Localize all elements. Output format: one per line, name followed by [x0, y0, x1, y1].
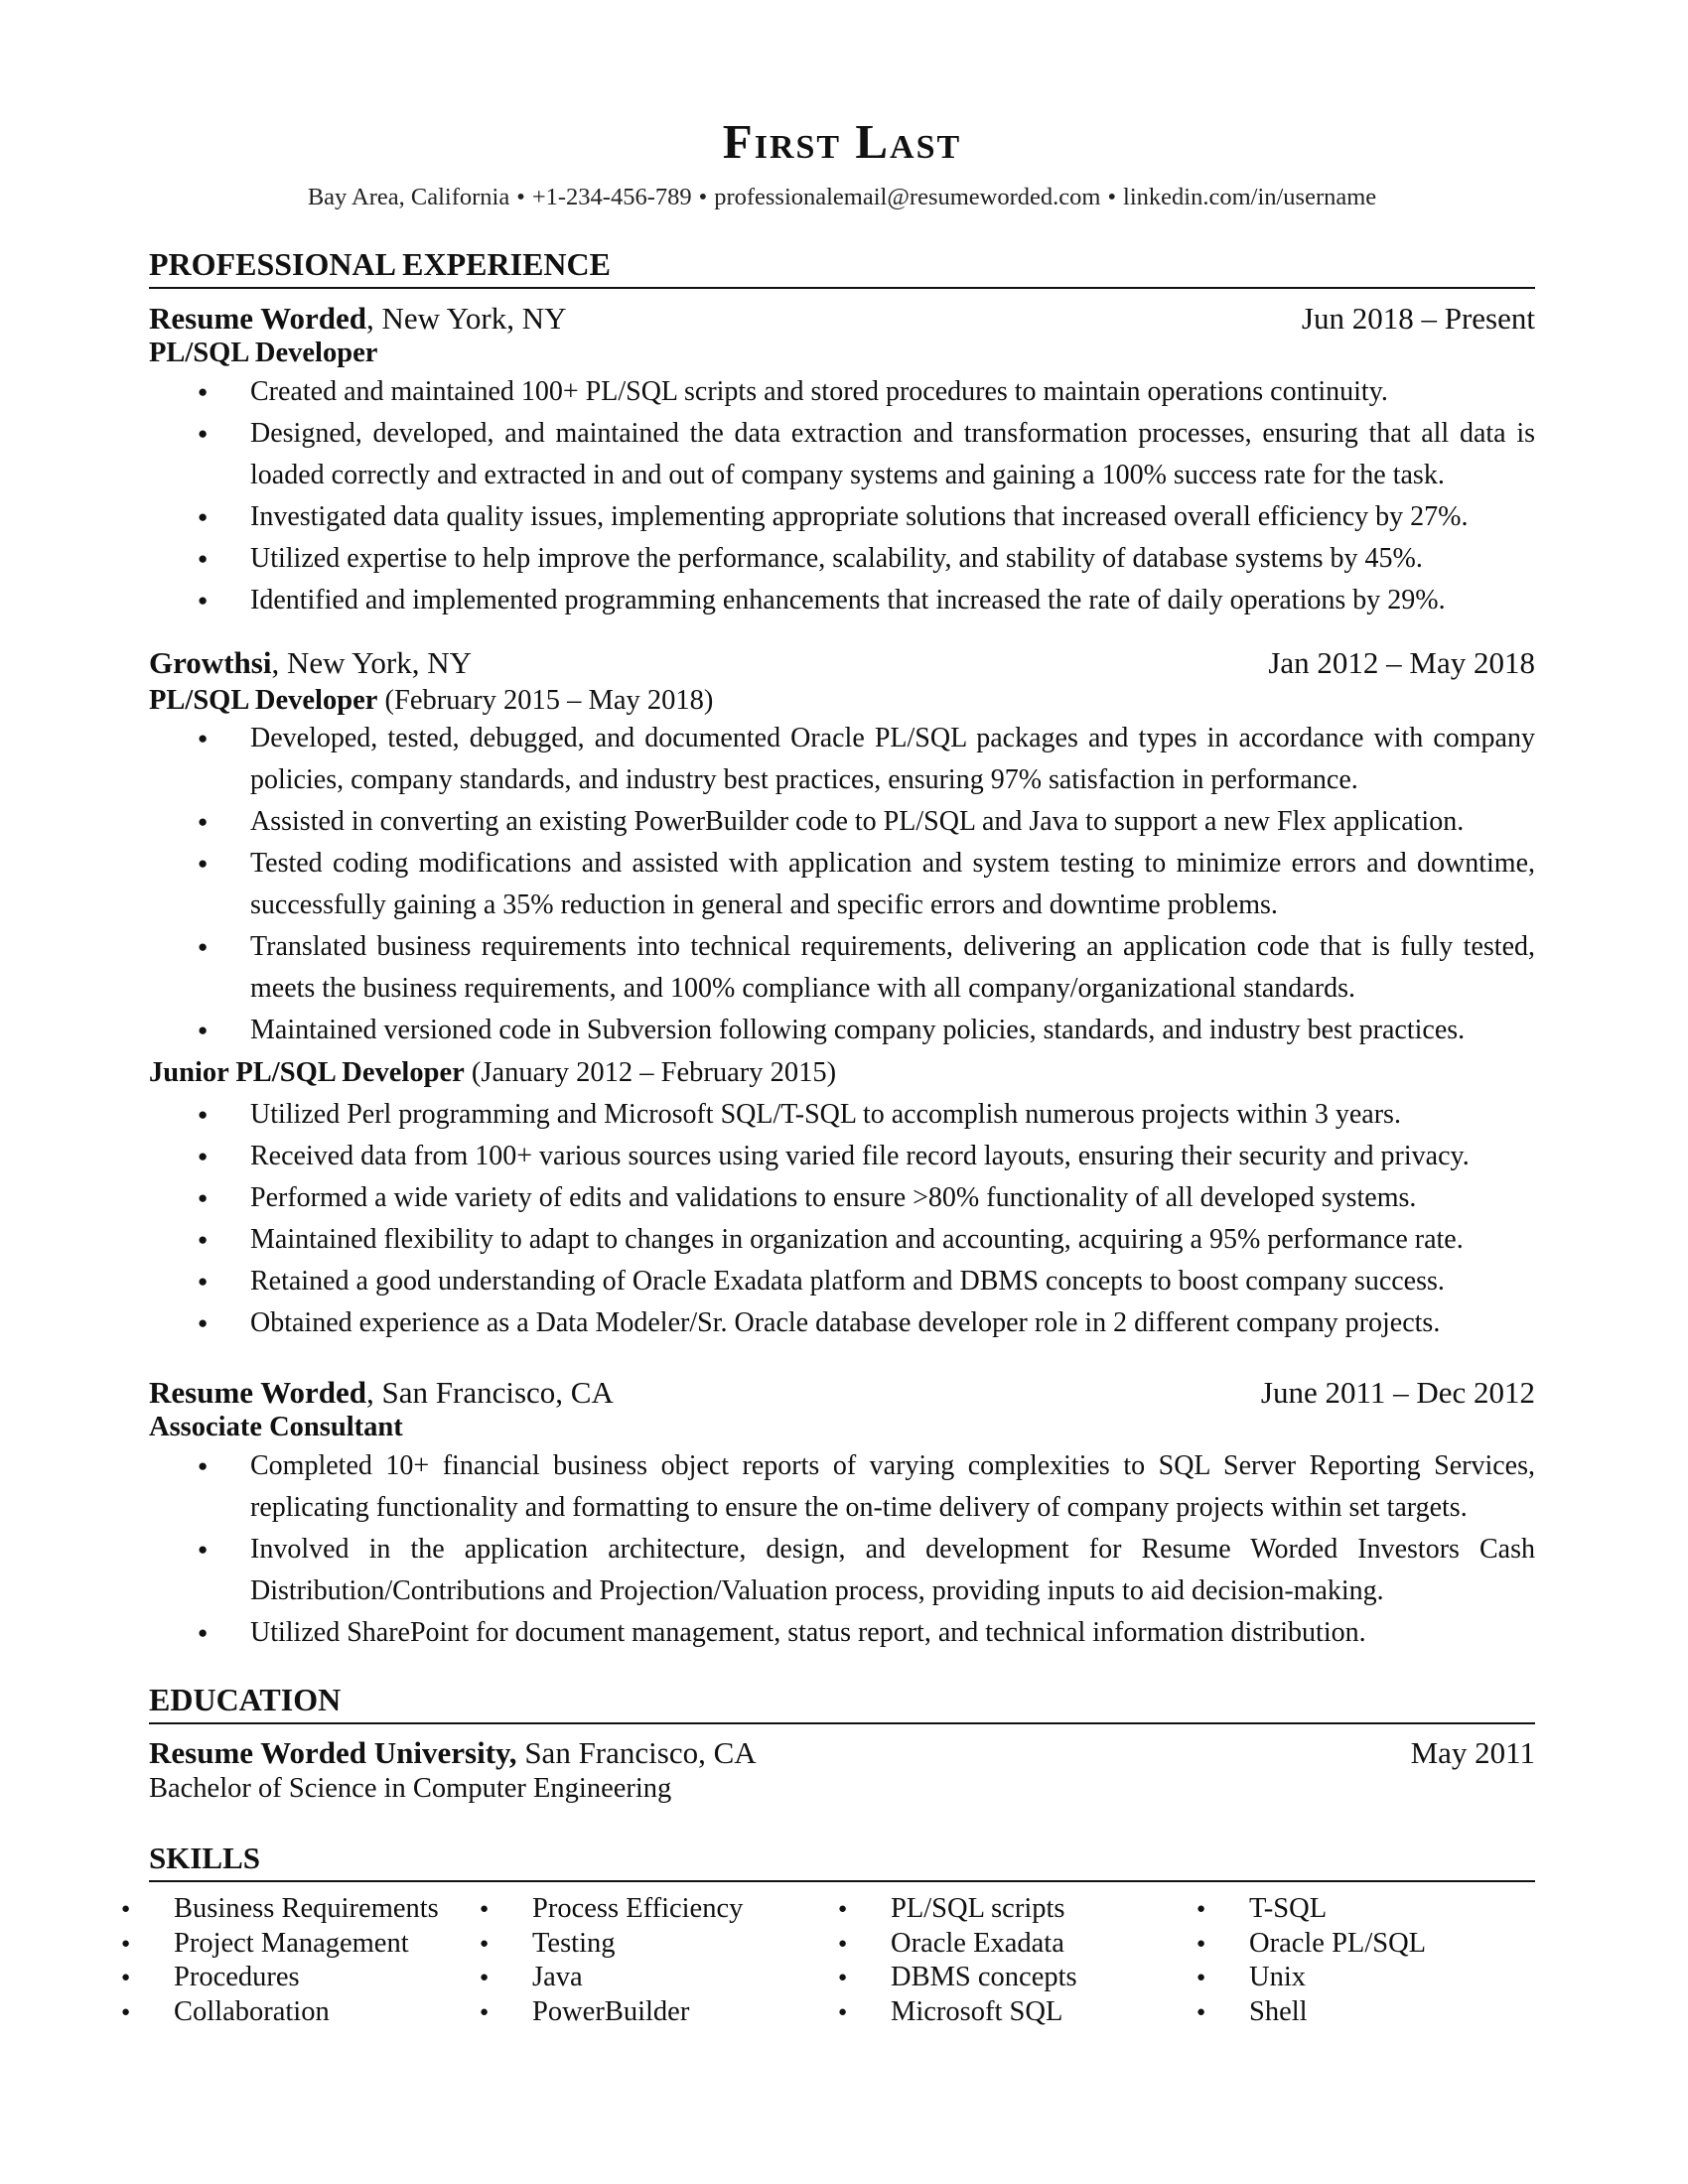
role-title: PL/SQL Developer [149, 685, 378, 716]
skill-item: ● Collaboration [121, 1995, 480, 2030]
job-company: Growthsi [149, 645, 272, 680]
education-degree: Bachelor of Science in Computer Engineering [149, 1773, 672, 1804]
bullet-list [149, 371, 1535, 621]
skill-item: ● T-SQL [1196, 1892, 1555, 1927]
job-role [149, 340, 377, 368]
bullet-list [149, 718, 1535, 1051]
bullet-item: ● Tested coding modifications and assisted with application and system testing to minimize errors and downtime, successfully gaining a 35% reduction in general and specific errors and downtime problems. [149, 843, 1535, 926]
contact-phone: +1-234-456-789 [531, 184, 692, 210]
contact-separator: • [698, 184, 708, 210]
skill-item: ● Project Management [121, 1927, 480, 1962]
skill-item: ● Procedures [121, 1961, 480, 1995]
education-school-line [149, 1737, 757, 1768]
skill-item: ● DBMS concepts [838, 1961, 1196, 1995]
bullet-item: ● Maintained versioned code in Subversion following company policies, standards, and industry best practices. [149, 1010, 1535, 1051]
job-role [149, 687, 713, 716]
job-company: Resume Worded [149, 301, 367, 336]
section-title-experience: PROFESSIONAL EXPERIENCE [149, 248, 1535, 289]
job-location: , New York, NY [271, 645, 472, 680]
skill-item: ● PL/SQL scripts [838, 1892, 1196, 1927]
job-company-line [149, 303, 567, 334]
job-header [149, 1377, 1535, 1408]
skill-item: ● Microsoft SQL [838, 1995, 1196, 2030]
bullet-list [149, 1445, 1535, 1654]
education-date: May 2011 [1410, 1735, 1535, 1770]
education-header [149, 1737, 1535, 1768]
bullet-item: ● Obtained experience as a Data Modeler/Sr. Oracle database developer role in 2 different company projects. [149, 1302, 1535, 1344]
bullet-list [149, 1094, 1535, 1344]
role-title: Junior PL/SQL Developer [149, 1057, 465, 1088]
skill-item: ● Business Requirements [121, 1892, 480, 1927]
contact-separator: • [1107, 184, 1117, 210]
section-title-skills: SKILLS [149, 1843, 1535, 1882]
contact-email[interactable]: professionalemail@resumeworded.com [714, 184, 1101, 210]
contact-linkedin[interactable]: linkedin.com/in/username [1123, 184, 1377, 210]
bullet-item: ● Investigated data quality issues, implementing appropriate solutions that increased overall efficiency by 27%. [149, 496, 1535, 538]
contact-location: Bay Area, California [307, 184, 510, 210]
bullet-item: ● Received data from 100+ various sources using varied file record layouts, ensuring their security and privacy. [149, 1136, 1535, 1177]
bullet-item: ● Created and maintained 100+ PL/SQL scripts and stored procedures to maintain operations continuity. [149, 371, 1535, 413]
skill-item: ● Oracle PL/SQL [1196, 1927, 1555, 1962]
job-role [149, 1059, 836, 1088]
candidate-name: First Last [722, 114, 962, 169]
contact-separator: • [516, 184, 525, 210]
skill-item: ● Process Efficiency [480, 1892, 838, 1927]
role-title: Associate Consultant [149, 1412, 403, 1442]
skill-item: ● PowerBuilder [480, 1995, 838, 2030]
skill-item: ● Oracle Exadata [838, 1927, 1196, 1962]
job-company-line [149, 647, 472, 678]
job-header [149, 647, 1535, 678]
bullet-item: ● Retained a good understanding of Oracle Exadata platform and DBMS concepts to boost company success. [149, 1261, 1535, 1302]
bullet-item: ● Utilized Perl programming and Microsoft SQL/T-SQL to accomplish numerous projects within 3 years. [149, 1094, 1535, 1136]
role-period: (February 2015 – May 2018) [377, 685, 714, 716]
job-company-line [149, 1377, 614, 1408]
skill-item: ● Unix [1196, 1961, 1555, 1995]
bullet-item: ● Developed, tested, debugged, and documented Oracle PL/SQL packages and types in accordance with company policies, company standards, and industry best practices, ensuring 97% satisfaction in performance. [149, 718, 1535, 801]
bullet-item: ● Utilized expertise to help improve the performance, scalability, and stability of database systems by 45%. [149, 538, 1535, 580]
bullet-item: ● Identified and implemented programming enhancements that increased the rate of daily operations by 29%. [149, 580, 1535, 621]
job-dates: Jun 2018 – Present [1301, 301, 1535, 336]
bullet-item: ● Maintained flexibility to adapt to changes in organization and accounting, acquiring a 95% performance rate. [149, 1219, 1535, 1261]
bullet-item: ● Utilized SharePoint for document management, status report, and technical information distribution. [149, 1612, 1535, 1654]
skill-item: ● Shell [1196, 1995, 1555, 2030]
role-title: PL/SQL Developer [149, 338, 378, 368]
bullet-item: ● Performed a wide variety of edits and validations to ensure >80% functionality of all developed systems. [149, 1177, 1535, 1219]
contact-line [149, 183, 1535, 211]
skills-grid [121, 1892, 1551, 2029]
bullet-item: ● Involved in the application architecture, design, and development for Resume Worded Investors Cash Distribution/Contributions and Projection/Valuation process, providing inputs to aid decision-making. [149, 1529, 1535, 1612]
job-company: Resume Worded [149, 1375, 367, 1410]
bullet-item: ● Completed 10+ financial business object reports of varying complexities to SQL Server Reporting Services, replicating functionality and formatting to ensure the on-time delivery of company projects within set targets. [149, 1445, 1535, 1529]
section-title-education: EDUCATION [149, 1684, 1535, 1724]
skill-item: ● Java [480, 1961, 838, 1995]
bullet-item: ● Translated business requirements into technical requirements, delivering an application code that is fully tested, meets the business requirements, and 100% compliance with all company/organizational standards. [149, 926, 1535, 1010]
bullet-item: ● Designed, developed, and maintained the data extraction and transformation processes, ensuring that all data is loaded correctly and extracted in and out of company systems and gaining a 100% success rate for the task. [149, 413, 1535, 496]
skill-item: ● Testing [480, 1927, 838, 1962]
job-header [149, 303, 1535, 334]
job-dates: Jan 2012 – May 2018 [1268, 645, 1535, 680]
role-period: (January 2012 – February 2015) [464, 1057, 837, 1088]
job-location: , New York, NY [366, 301, 567, 336]
education-school: Resume Worded University, [149, 1735, 517, 1770]
job-role [149, 1414, 403, 1442]
job-location: , San Francisco, CA [366, 1375, 614, 1410]
bullet-item: ● Assisted in converting an existing PowerBuilder code to PL/SQL and Java to support a new Flex application. [149, 801, 1535, 843]
education-location: San Francisco, CA [516, 1735, 757, 1770]
job-dates: June 2011 – Dec 2012 [1260, 1375, 1535, 1410]
